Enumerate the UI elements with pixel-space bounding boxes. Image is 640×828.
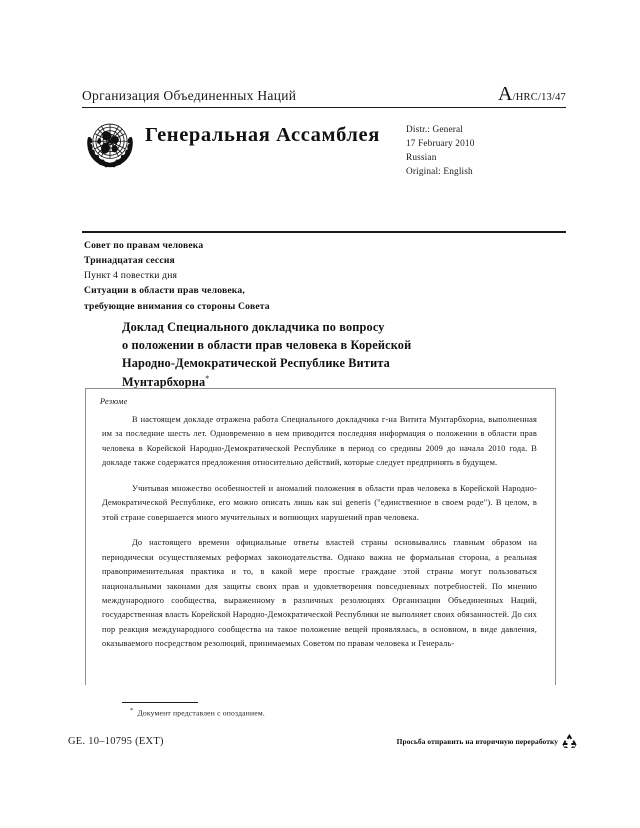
report-title-line3: Народно-Демократической Республике Витита [122, 356, 390, 371]
summary-body [102, 413, 537, 652]
general-assembly-title: Генеральная Ассамблея [145, 124, 380, 146]
footnote [130, 707, 530, 718]
original-language: Original: English [406, 167, 473, 178]
distribution-block [406, 123, 566, 180]
job-number: GE. 10–10795 (EXT) [68, 736, 164, 747]
masthead-rule [82, 107, 566, 108]
section-rule [82, 231, 566, 233]
recycle-text: Просьба отправить на вторичную переработку [396, 736, 558, 746]
council-name: Совет по правам человека [84, 240, 204, 251]
agenda-title-line2: требующие внимания со стороны Совета [84, 300, 270, 312]
organization-name: Организация Объединенных Наций [82, 88, 297, 103]
page-title [122, 318, 552, 391]
masthead [82, 84, 566, 180]
document-symbol-letter: A [498, 83, 513, 105]
summary-paragraph: До настоящего времени официальные ответы властей страны основывались главным образом на периодически осуществляемых реформах законодательства. Однако важна не формальная сторона, а реальная правоприменительная практика и то, в какой мере простые граждане этой страны могут пользоваться национальными законами для защиты своих прав и удовлетворения повседневных потребностей. По мнению международного сообщества, выраженному в различных резолюциях Организации Объединенных Наций, государственная власть Корейской Народно-Демократической Республики не выполняет своих обязанностей. До сих пор реакция международного сообщества на такое положение вещей проявлялась, в основном, в виде давления, оказываемого посредством резолюций, принимаемых Советом по правам человека и Генераль- [102, 538, 537, 649]
summary-box [85, 388, 556, 685]
footnote-marker: * [130, 707, 134, 714]
organization-row [82, 84, 566, 107]
council-block [84, 238, 564, 314]
document-language: Russian [406, 153, 437, 164]
summary-label: Резюме [100, 397, 128, 406]
report-title-line1: Доклад Специального докладчика по вопросу [122, 320, 385, 334]
recycle-icon [561, 733, 578, 749]
footnote-separator [122, 702, 198, 703]
report-title-line4: Мунтарбхорна [122, 374, 206, 389]
report-title-line2: о положении в области прав человека в Корейской [122, 338, 412, 353]
council-session: Тринадцатая сессия [84, 255, 175, 267]
summary-paragraph: Учитывая множество особенностей и аномалий положения в области прав человека в Корейской Народно-Демократической Республике, его можно описать лишь как sui generis ("единственное в своем роде"). В целом, в этой стране совершается много мучительных и вопиющих нарушений прав человека. [102, 483, 537, 522]
body-row [82, 117, 566, 180]
summary-paragraph: В настоящем докладе отражена работа Специального докладчика г-на Витита Мунтарбхорна, выполненная им за последние шесть лет. Одновременно в нем приводится последняя информация о положении в области прав человека в Корейской Народно-Демократической Республике в период со средины 2009 до начала 2010 года. В докладе также содержатся предложения относительно действий, которые следует предпринять в будущем. [102, 415, 537, 468]
document-symbol [498, 84, 566, 104]
un-emblem-icon [82, 118, 138, 170]
document-symbol-number: /HRC/13/47 [512, 92, 566, 103]
footnote-text: Документ представлен с опозданием. [137, 708, 265, 718]
document-date: 17 February 2010 [406, 139, 475, 150]
agenda-item: Пункт 4 повестки дня [84, 270, 178, 282]
title-footnote-marker: * [205, 373, 210, 383]
recycle-notice [397, 733, 578, 749]
agenda-title-line1: Ситуации в области прав человека, [84, 285, 245, 297]
distribution-type: Distr.: General [406, 125, 463, 135]
